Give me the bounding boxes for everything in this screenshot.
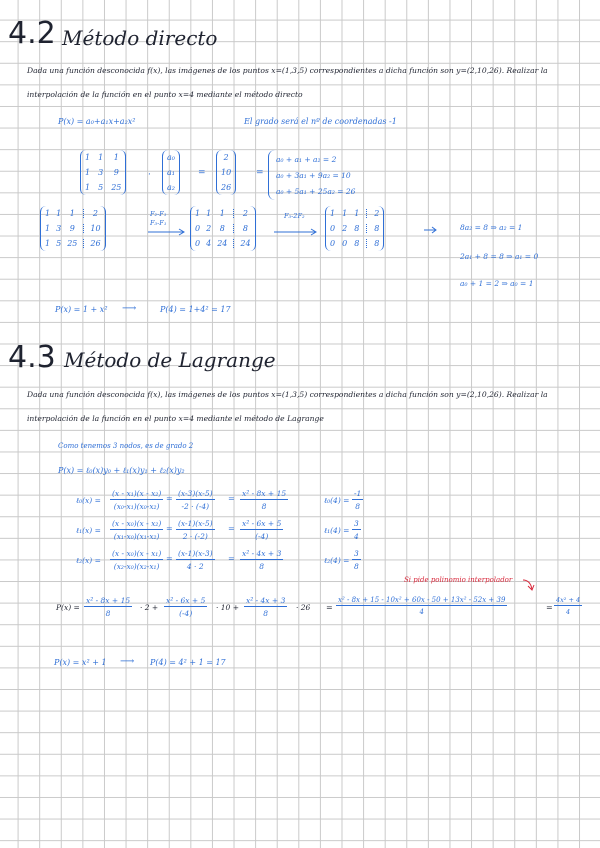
basis-2-substituted: $\frac{(x-1)(x-3)}{4 \cdot 2}$ (178, 549, 213, 571)
result-value-2: P(4) = 4² + 1 = 17 (150, 658, 226, 667)
term-3: $\frac{\text{x² - 4x + 3}}{8}$ (246, 596, 286, 618)
basis-1-substituted: $\frac{(x-1)(x-5)}{2 \cdot (-2)}$ (178, 519, 213, 541)
augmented-matrix-2: 1 1 1 2 0 2 8 8 0 4 24 24 (190, 206, 256, 251)
equals-b2a: = (166, 554, 173, 563)
augmented-matrix-3: 1 1 1 2 0 2 8 8 0 0 8 8 (325, 206, 384, 251)
row-operations-1: F₂-F₁ F₃-F₁ (150, 210, 167, 227)
basis-value-0: $\frac{-1}{8}$ (354, 489, 362, 511)
unknowns-vector: a₀ a₁ a₂ (162, 150, 180, 195)
section-title-2: Método de Lagrange (64, 348, 276, 372)
equals-b0b: = (228, 494, 235, 503)
expansion-lhs: P(x) = (56, 603, 80, 612)
basis-1-general: $\frac{\text{(x - x₀)(x - x₂)}}{\text{(x₁-x₀)(x₁-x₂)}}$ (112, 519, 162, 541)
basis-0-simplified: $\frac{\text{x² - 8x + 15}}{8}$ (242, 489, 287, 511)
red-arrow-icon (522, 578, 536, 592)
implies-arrow: ⟶ (122, 303, 137, 314)
basis-value-label-2: ℓ₂(4) = (324, 556, 350, 565)
problem-statement-line2: interpolación de la función en el punto x=4 mediante el método directo (27, 90, 303, 99)
term-3-multiplier: · 26 (296, 603, 311, 612)
system-brace (268, 150, 275, 200)
term-2-multiplier: · 10 + (216, 603, 239, 612)
basis-0-general: $\frac{\text{(x - x₁)(x - x₂)}}{\text{(x₀-x₁)(x₀-x₂)}}$ (112, 489, 162, 511)
result-value: P(4) = 1+4² = 17 (160, 305, 231, 314)
equals-final: = (546, 603, 553, 612)
problem-statement-2: Dada una función desconocida f(x), las imágenes de los puntos x=(1,3,5) correspondientes a dicha función son y=(2,10,26). Realizar la (27, 390, 548, 399)
basis-2-general: $\frac{\text{(x - x₀)(x - x₁)}}{\text{(x₂-x₀)(x₂-x₁)}}$ (112, 549, 162, 571)
basis-value-label-1: ℓ₁(4) = (324, 526, 350, 535)
basis-value-label-0: ℓ₀(4) = (324, 496, 350, 505)
equals-b0a: = (166, 494, 173, 503)
basis-label-0: ℓ₀(x) = (76, 496, 101, 505)
polynomial-form: P(x) = a₀+a₁x+a₂x² (58, 117, 136, 126)
solution-a2: 8a₂ = 8 ⇒ a₂ = 1 (460, 223, 523, 232)
arrow-icon-3 (424, 226, 438, 234)
term-2: $\frac{\text{x² - 6x + 5}}{(-4)}$ (166, 596, 206, 618)
solution-a1: 2a₁ + 8 = 8 ⇒ a₁ = 0 (460, 252, 539, 261)
result-polynomial: P(x) = 1 + x² (55, 305, 108, 314)
basis-0-substituted: $\frac{(x-3)(x-5)}{-2 \cdot (-4)}$ (178, 489, 213, 511)
basis-1-simplified: $\frac{\text{x² - 6x + 5}}{(-4)}$ (242, 519, 282, 541)
section-title: Método directo (62, 26, 218, 50)
basis-2-simplified: $\frac{\text{x² - 4x + 3}}{8}$ (242, 549, 282, 571)
section-number: 4.2 (8, 16, 56, 51)
equation-system: a₀ + a₁ + a₂ = 2 a₀ + 3a₁ + 9a₂ = 10 a₀ + 5a₁ + 25a₂ = 26 (276, 155, 356, 196)
coefficient-matrix: 1 1 1 1 3 9 1 5 25 (80, 150, 126, 195)
dot-operator: · (148, 170, 151, 180)
degree-note-2: Como tenemos 3 nodos, es de grado 2 (58, 442, 194, 450)
solution-a0: a₀ + 1 = 2 ⇒ a₀ = 1 (460, 279, 534, 288)
equals-sign: = (198, 168, 206, 178)
reduced-fraction: $\frac{\text{4x² + 4}}{4}$ (556, 596, 581, 616)
implies-arrow-2: ⟶ (120, 656, 135, 667)
problem-statement: Dada una función desconocida f(x), las imágenes de los puntos x=(1,3,5) correspondientes a dicha función son y=(2,10,26). Realizar la (27, 66, 548, 75)
term-1: $\frac{\text{x² - 8x + 15}}{8}$ (86, 596, 131, 618)
result-polynomial-2: P(x) = x² + 1 (54, 658, 107, 667)
row-operation-2: F₃-2F₂ (284, 212, 305, 220)
section-number-2: 4.3 (8, 340, 56, 375)
equals-b1b: = (228, 524, 235, 533)
basis-label-1: ℓ₁(x) = (76, 526, 101, 535)
arrow-icon-2 (274, 228, 320, 236)
term-1-multiplier: · 2 + (140, 603, 159, 612)
degree-note: El grado será el nº de coordenadas -1 (244, 117, 397, 126)
combined-fraction: $\frac{\text{x² - 8x + 15 - 10x² + 60x - 50 + 13x² - 52x + 39}}{4}$ (338, 596, 506, 616)
basis-value-2: $\frac{3}{8}$ (354, 549, 359, 571)
arrow-icon (148, 228, 188, 236)
basis-value-1: $\frac{3}{4}$ (354, 519, 359, 541)
rhs-vector: 2 10 26 (216, 150, 236, 195)
interpolating-polynomial-note: Si pide polinomio interpolador (404, 576, 513, 584)
lagrange-form: P(x) = ℓ₀(x)y₀ + ℓ₁(x)y₁ + ℓ₂(x)y₂ (58, 466, 185, 475)
equals-sign-2: = (256, 168, 264, 178)
equals-expansion: = (326, 603, 333, 612)
equals-b1a: = (166, 524, 173, 533)
augmented-matrix-1: 1 1 1 2 1 3 9 10 1 5 25 26 (40, 206, 106, 251)
basis-label-2: ℓ₂(x) = (76, 556, 101, 565)
equals-b2b: = (228, 554, 235, 563)
problem-statement-2-line2: interpolación de la función en el punto x=4 mediante el método de Lagrange (27, 414, 324, 423)
